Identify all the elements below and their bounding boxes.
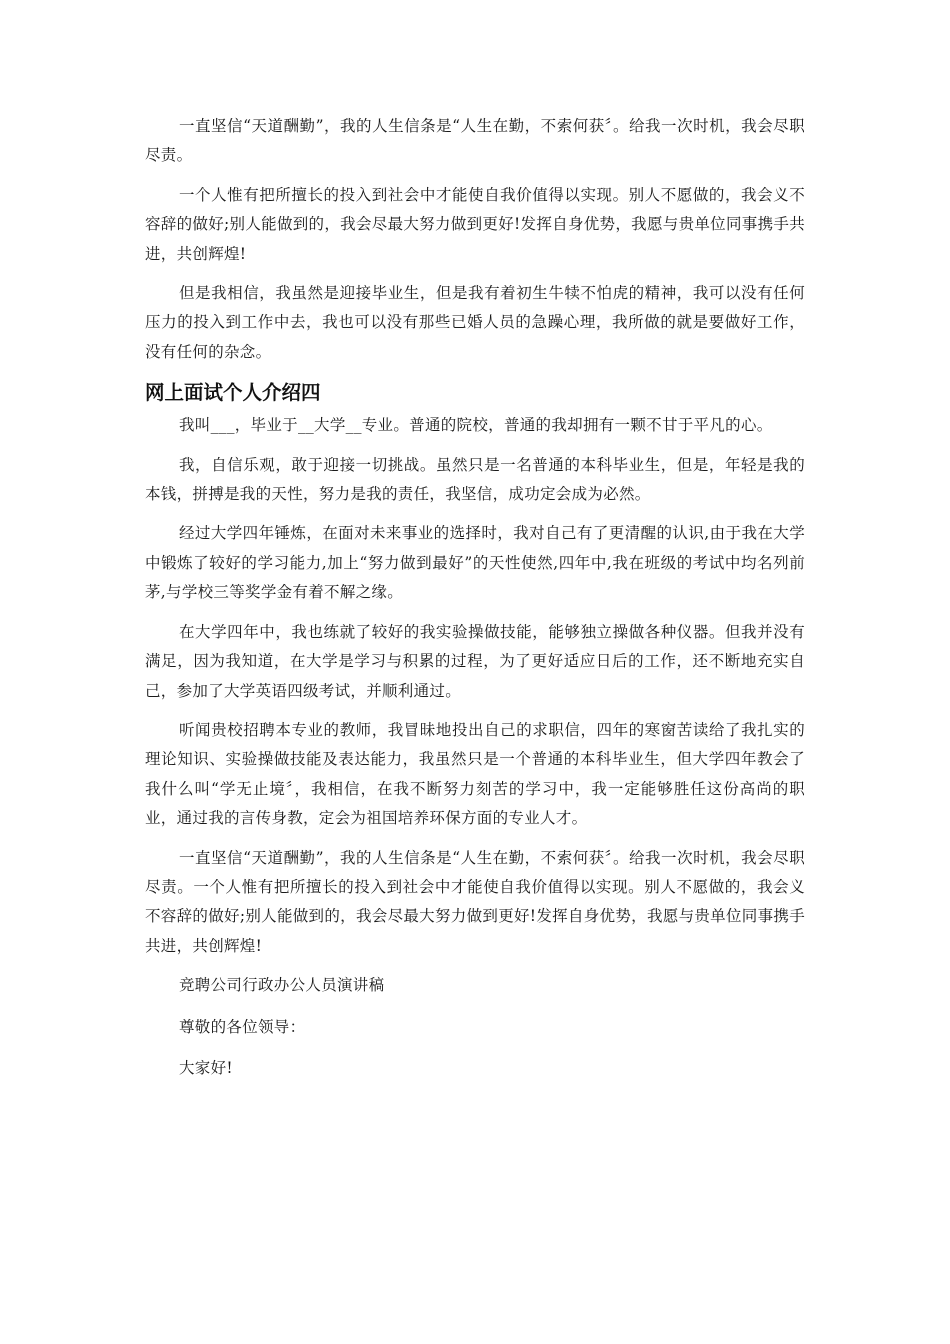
paragraph: 一个人惟有把所擅长的投入到社会中才能使自我价值得以实现。别人不愿做的，我会义不容辞的做好;别人能做到的，我会尽最大努力做到更好!发挥自身优势，我愿与贵单位同事携手共进，共创辉煌! [145,185,805,263]
speech-title-line: 竞聘公司行政办公人员演讲稿 [179,976,385,995]
paragraph: 一直坚信“天道酬勤”，我的人生信条是“人生在勤，不索何获〞。给我一次时机，我会尽职尽责。一个人惟有把所擅长的投入到社会中才能使自我价值得以实现。别人不愿做的，我会义不容辞的做好;别人能做到的，我会尽最大努力做到更好!发挥自身优势，我愿与贵单位同事携手共进，共创辉煌! [145,848,805,955]
paragraph: 我，自信乐观，敢于迎接一切挑战。虽然只是一名普通的本科毕业生，但是，年轻是我的本钱，拼搏是我的天性，努力是我的责任，我坚信，成功定会成为必然。 [145,455,805,504]
paragraph: 我叫___，毕业于__大学__专业。普通的院校，普通的我却拥有一颗不甘于平凡的心。 [179,416,773,435]
paragraph: 但是我相信，我虽然是迎接毕业生，但是我有着初生牛犊不怕虎的精神，我可以没有任何压力的投入到工作中去，我也可以没有那些已婚人员的急躁心理，我所做的就是要做好工作，没有任何的杂念。 [145,284,805,361]
paragraph: 听闻贵校招聘本专业的教师，我冒昧地投出自己的求职信，四年的寒窗苦读给了我扎实的理论知识、实验操做技能及表达能力，我虽然只是一个普通的本科毕业生，但大学四年教会了我什么叫“学无止境〞，我相信，在我不断努力刻苦的学习中，我一定能够胜任这份高尚的职业，通过我的言传身教，定会为祖国培养环保方面的专业人才。 [145,720,805,828]
paragraph: 一直坚信“天道酬勤”，我的人生信条是“人生在勤，不索何获〞。给我一次时机，我会尽职尽责。 [145,117,805,165]
section-heading: 网上面试个人介绍四 [145,381,321,405]
greeting-line: 大家好! [179,1058,233,1077]
paragraph: 在大学四年中，我也练就了较好的我实验操做技能，能够独立操做各种仪器。但我并没有满足，因为我知道，在大学是学习与积累的过程，为了更好适应日后的工作，还不断地充实自己，参加了大学英语四级考试，并顺利通过。 [145,622,805,700]
salutation-line: 尊敬的各位领导： [179,1017,306,1036]
document-body [145,112,805,1095]
paragraph: 经过大学四年锤炼，在面对未来事业的选择时，我对自己有了更清醒的认识,由于我在大学中锻炼了较好的学习能力,加上“努力做到最好”的天性使然,四年中,我在班级的考试中均名列前茅,与学校三等奖学金有着不解之缘。 [145,524,805,602]
